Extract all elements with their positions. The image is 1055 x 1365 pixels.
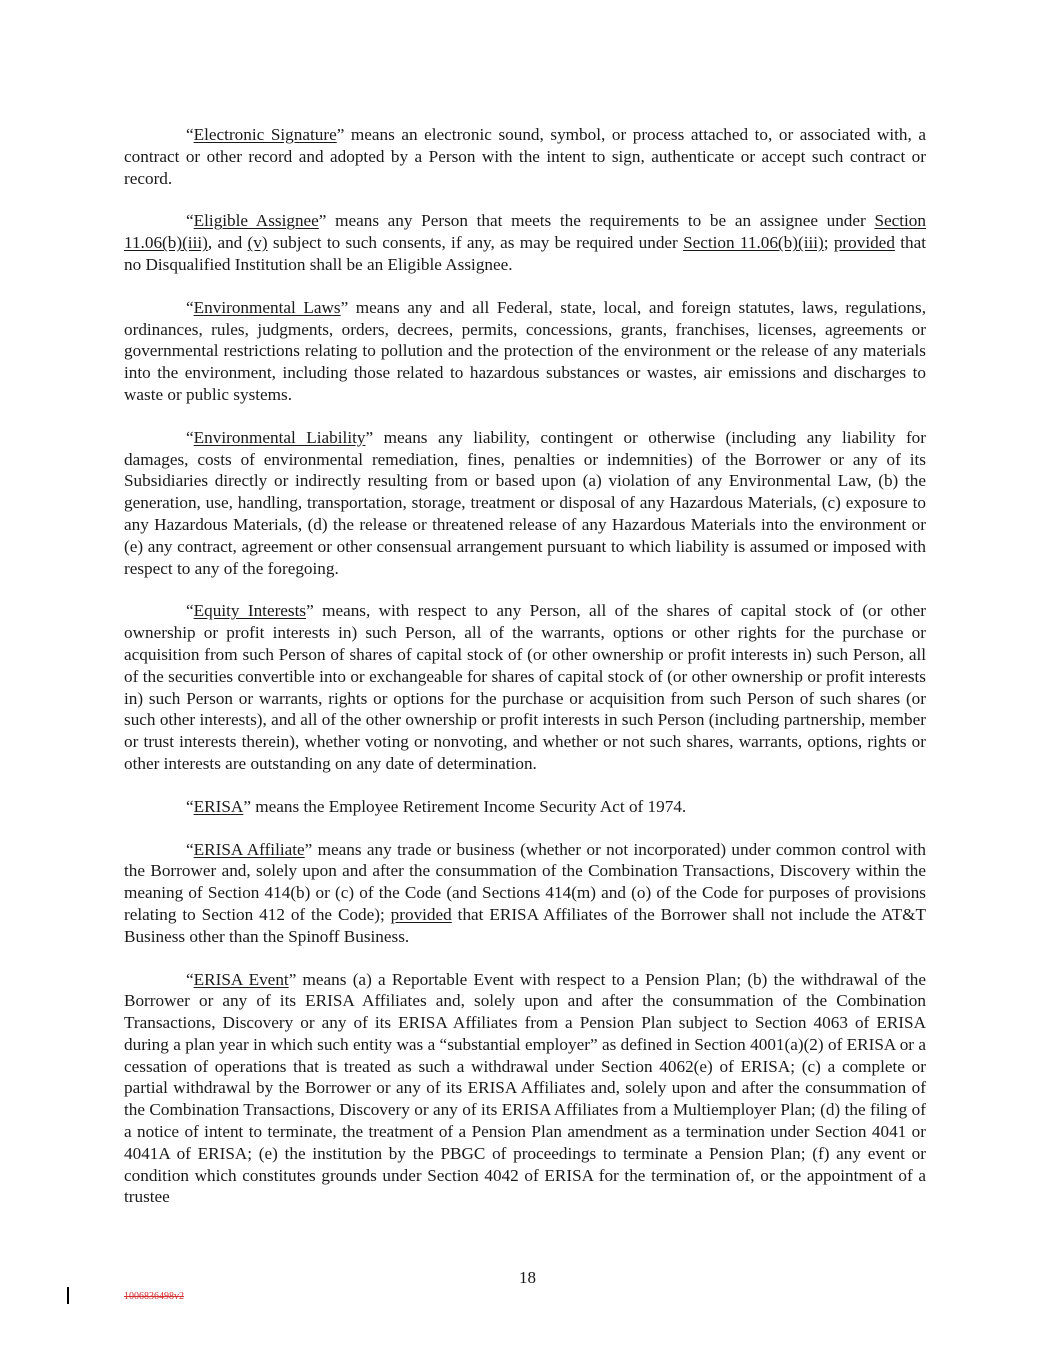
open-quote: “ (186, 211, 194, 231)
definition-text: subject to such consents, if any, as may be required under (267, 233, 684, 253)
definition-text: that no Disqualified Institution shall be an Eligible Assignee. (124, 233, 926, 274)
open-quote: “ (186, 796, 194, 816)
definition-text: that ERISA Affiliates of the Borrower shall not include the AT&T Business other than the Spinoff Business. (124, 904, 926, 946)
defined-term: Electronic Signature (193, 125, 337, 144)
definition-environmental-liability (124, 427, 926, 580)
definition-text: ; (823, 233, 834, 253)
definition-text: , and (207, 233, 248, 253)
defined-term: Environmental Laws (193, 297, 341, 317)
section-reference: (v) (247, 233, 268, 253)
definition-eligible-assignee (124, 210, 926, 275)
definition-erisa (124, 796, 926, 818)
definition-text: ” means (a) a Reportable Event with respect to a Pension Plan; (b) the withdrawal of the Borrower or any of its ERISA Affiliates and, solely upon and after the consummation of the Combination Transactions, Discovery or any of its ERISA Affiliates from a Pension Plan subject to Section 4063 of ERISA during a plan year in which such entity was a “substantial employer” as defined in Section 4001(a)(2) of ERISA or a cessation of operations that is treated as such a withdrawal under Section 4062(e) of ERISA; (c) a complete or partial withdrawal by the Borrower or any of its ERISA Affiliates and, solely upon and after the consummation of the Combination Transactions, Discovery or any of its ERISA Affiliates from a Multiemployer Plan; (d) the filing of a notice of intent to terminate, the treatment of a Pension Plan amendment as a termination under Section 4041 or 4041A of ERISA; (e) the institution by the PBGC of proceedings to terminate a Pension Plan; (f) any event or condition which constitutes grounds under Section 4042 of ERISA for the termination of, or the appointment of a trustee (124, 969, 926, 1207)
definition-electronic-signature (124, 124, 926, 189)
definition-text: ” means any trade or business (whether or not incorporated) under common control with the Borrower and, solely upon and after the consummation of the Combination Transactions, Discovery within the meaning of Section 414(b) or (c) of the Code (and Sections 414(m) and (o) of the Code for purposes of provisions relating to Section 412 of the Code); (124, 839, 926, 924)
defined-term: Eligible Assignee (193, 211, 319, 231)
definitions-section (124, 124, 926, 1229)
document-id: 1006836498v2 (124, 1291, 184, 1302)
section-reference: Section 11.06(b)(iii) (683, 233, 824, 253)
definition-text: ” means any and all Federal, state, local, and foreign statutes, laws, regulations, ordinances, rules, judgments, orders, decrees, permits, concessions, grants, franchises, licenses, agreements or governmental restrictions relating to pollution and the protection of the environment or the release of any materials into the environment, including those related to hazardous substances or wastes, air emissions and discharges to waste or public systems. (124, 297, 926, 404)
section-reference: Section 11.06(b)(iii) (124, 211, 926, 253)
open-quote: “ (186, 125, 194, 144)
definition-erisa-affiliate (124, 839, 926, 948)
open-quote: “ (186, 839, 194, 859)
definition-text: ” means any Person that meets the requirements to be an assignee under (318, 211, 875, 231)
definition-equity-interests (124, 600, 926, 774)
definition-environmental-laws (124, 297, 926, 406)
defined-term: ERISA (193, 796, 244, 816)
open-quote: “ (186, 969, 194, 989)
open-quote: “ (186, 297, 194, 317)
revision-change-bar (67, 1287, 69, 1304)
definition-erisa-event (124, 969, 926, 1209)
defined-term: Equity Interests (193, 601, 307, 621)
defined-term: ERISA Affiliate (193, 839, 305, 859)
page-number: 18 (519, 1268, 536, 1287)
defined-term: ERISA Event (193, 969, 289, 989)
open-quote: “ (186, 601, 194, 621)
definition-text: ” means the Employee Retirement Income Security Act of 1974. (243, 796, 687, 816)
open-quote: “ (186, 427, 194, 447)
defined-term: Environmental Liability (193, 427, 366, 447)
definition-text: ” means, with respect to any Person, all of the shares of capital stock of (or other ownership or profit interests in) such Person, all of the warrants, options or other rights for the purchase or acquisition from such Person of shares of capital stock of (or other ownership or profit interests in) such Person, all of the securities convertible into or exchangeable for shares of capital stock of (or other ownership or profit interests in) such Person or warrants, rights or options for the purchase or acquisition from such Person of such shares (or such other interests), and all of the other ownership or profit interests in such Person (including partnership, member or trust interests therein), whether voting or nonvoting, and whether or not such shares, warrants, options, rights or other interests are outstanding on any date of determination. (124, 601, 926, 773)
proviso-term: provided (833, 233, 895, 253)
definition-text: ” means any liability, contingent or otherwise (including any liability for damages, costs of environmental remediation, fines, penalties or indemnities) of the Borrower or any of its Subsidiaries directly or indirectly resulting from or based upon (a) violation of any Environmental Law, (b) the generation, use, handling, transportation, storage, treatment or disposal of any Hazardous Materials, (c) exposure to any Hazardous Materials, (d) the release or threatened release of any Hazardous Materials into the environment or (e) any contract, agreement or other consensual arrangement pursuant to which liability is assumed or imposed with respect to any of the foregoing. (124, 427, 926, 578)
definition-text: ” means an electronic sound, symbol, or process attached to, or associated with, a contract or other record and adopted by a Person with the intent to sign, authenticate or accept such contract or record. (124, 125, 926, 188)
proviso-term: provided (390, 904, 452, 924)
